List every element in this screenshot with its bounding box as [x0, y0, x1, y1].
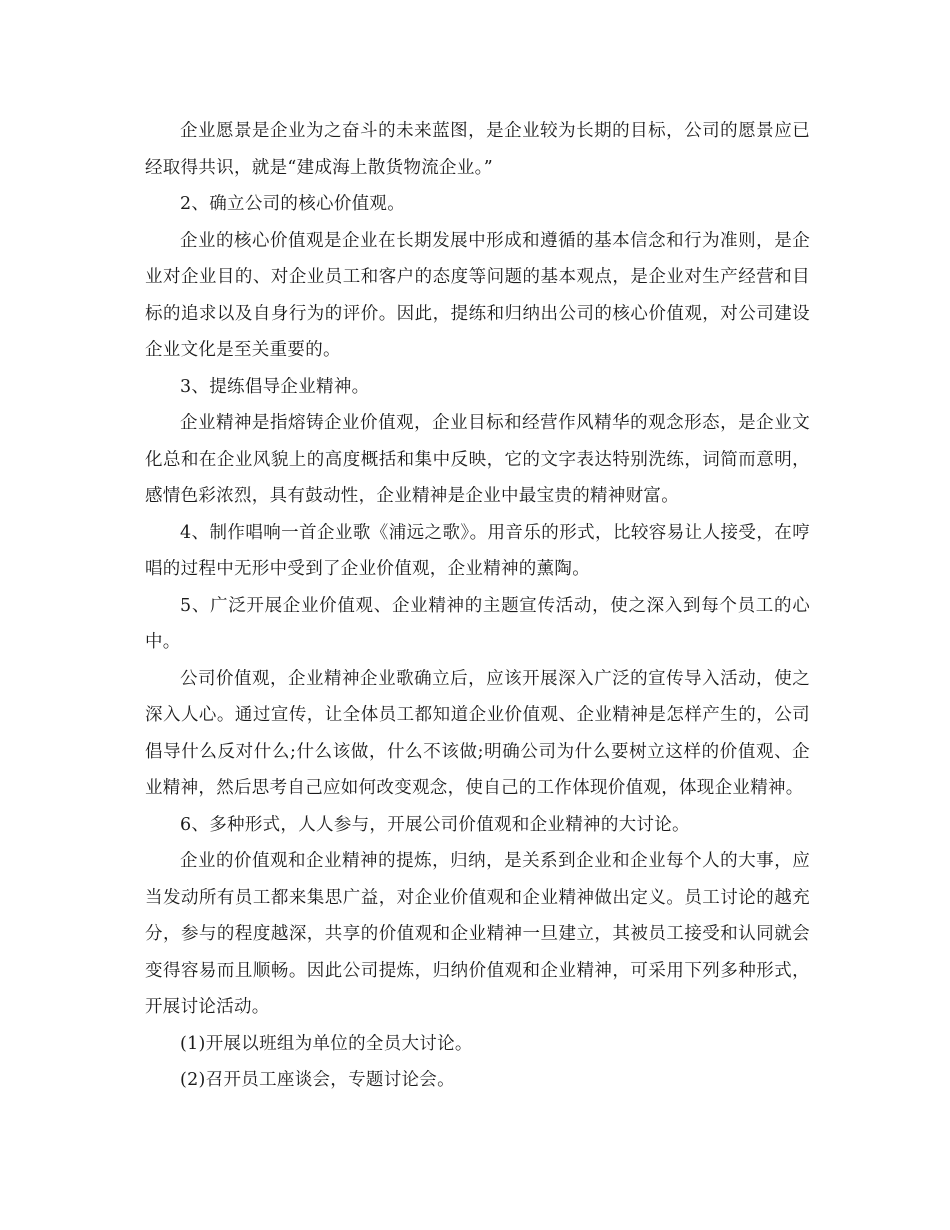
- paragraph-company-song: 4、制作唱响一首企业歌《浦远之歌》。用音乐的形式，比较容易让人接受，在哼唱的过程中无形中受到了企业价值观，企业精神的薰陶。: [145, 522, 810, 579]
- paragraph-enterprise-spirit: 企业精神是指熔铸企业价值观，企业目标和经营作风精华的观念形态，是企业文化总和在企业风貌上的高度概括和集中反映，它的文字表达特别洗练，词简而意明，感情色彩浓烈，具有鼓动性，企业精神是企业中最宝贵的精神财富。: [145, 413, 810, 506]
- paragraph-vision: 企业愿景是企业为之奋斗的未来蓝图，是企业较为长期的目标，公司的愿景应已经取得共识，就是“建成海上散货物流企业。”: [145, 121, 810, 178]
- heading-enterprise-spirit: 3、提练倡导企业精神。: [180, 376, 370, 397]
- paragraph-promotion-activities: 公司价值观，企业精神企业歌确立后，应该开展深入广泛的宣传导入活动，使之深入人心。通过宣传，让全体员工都知道企业价值观、企业精神是怎样产生的，公司倡导什么反对什么;什么该做，什么不该做;明确公司为什么要树立这样的价值观、企业精神，然后思考自己应如何改变观念，使自己的工作体现价值观，体现企业精神。: [145, 668, 810, 798]
- heading-discussion: 6、多种形式，人人参与，开展公司价值观和企业精神的大讨论。: [180, 814, 690, 835]
- heading-core-values: 2、确立公司的核心价值观。: [180, 194, 406, 214]
- paragraph-discussion: 企业的价值观和企业精神的提炼，归纳，是关系到企业和企业每个人的大事，应当发动所有员工都来集思广益，对企业价值观和企业精神做出定义。员工讨论的越充分，参与的程度越深，共享的价值观和企业精神一旦建立，其被员工接受和认同就会变得容易而且顺畅。因此公司提炼，归纳价值观和企业精神，可采用下列多种形式，开展讨论活动。: [145, 851, 810, 1017]
- list-item-team-discussion: (1)开展以班组为单位的全员大讨论。: [180, 1033, 473, 1054]
- document-body: [145, 113, 810, 1099]
- list-item-staff-forum: (2)召开员工座谈会，专题讨论会。: [180, 1070, 455, 1090]
- heading-promotion-activities: 5、广泛开展企业价值观、企业精神的主题宣传活动，使之深入到每个员工的心中。: [145, 595, 810, 652]
- paragraph-core-values: 企业的核心价值观是企业在长期发展中形成和遵循的基本信念和行为准则，是企业对企业目的、对企业员工和客户的态度等问题的基本观点，是企业对生产经营和目标的追求以及自身行为的评价。因此，提练和归纳出公司的核心价值观，对公司建设企业文化是至关重要的。: [145, 230, 810, 360]
